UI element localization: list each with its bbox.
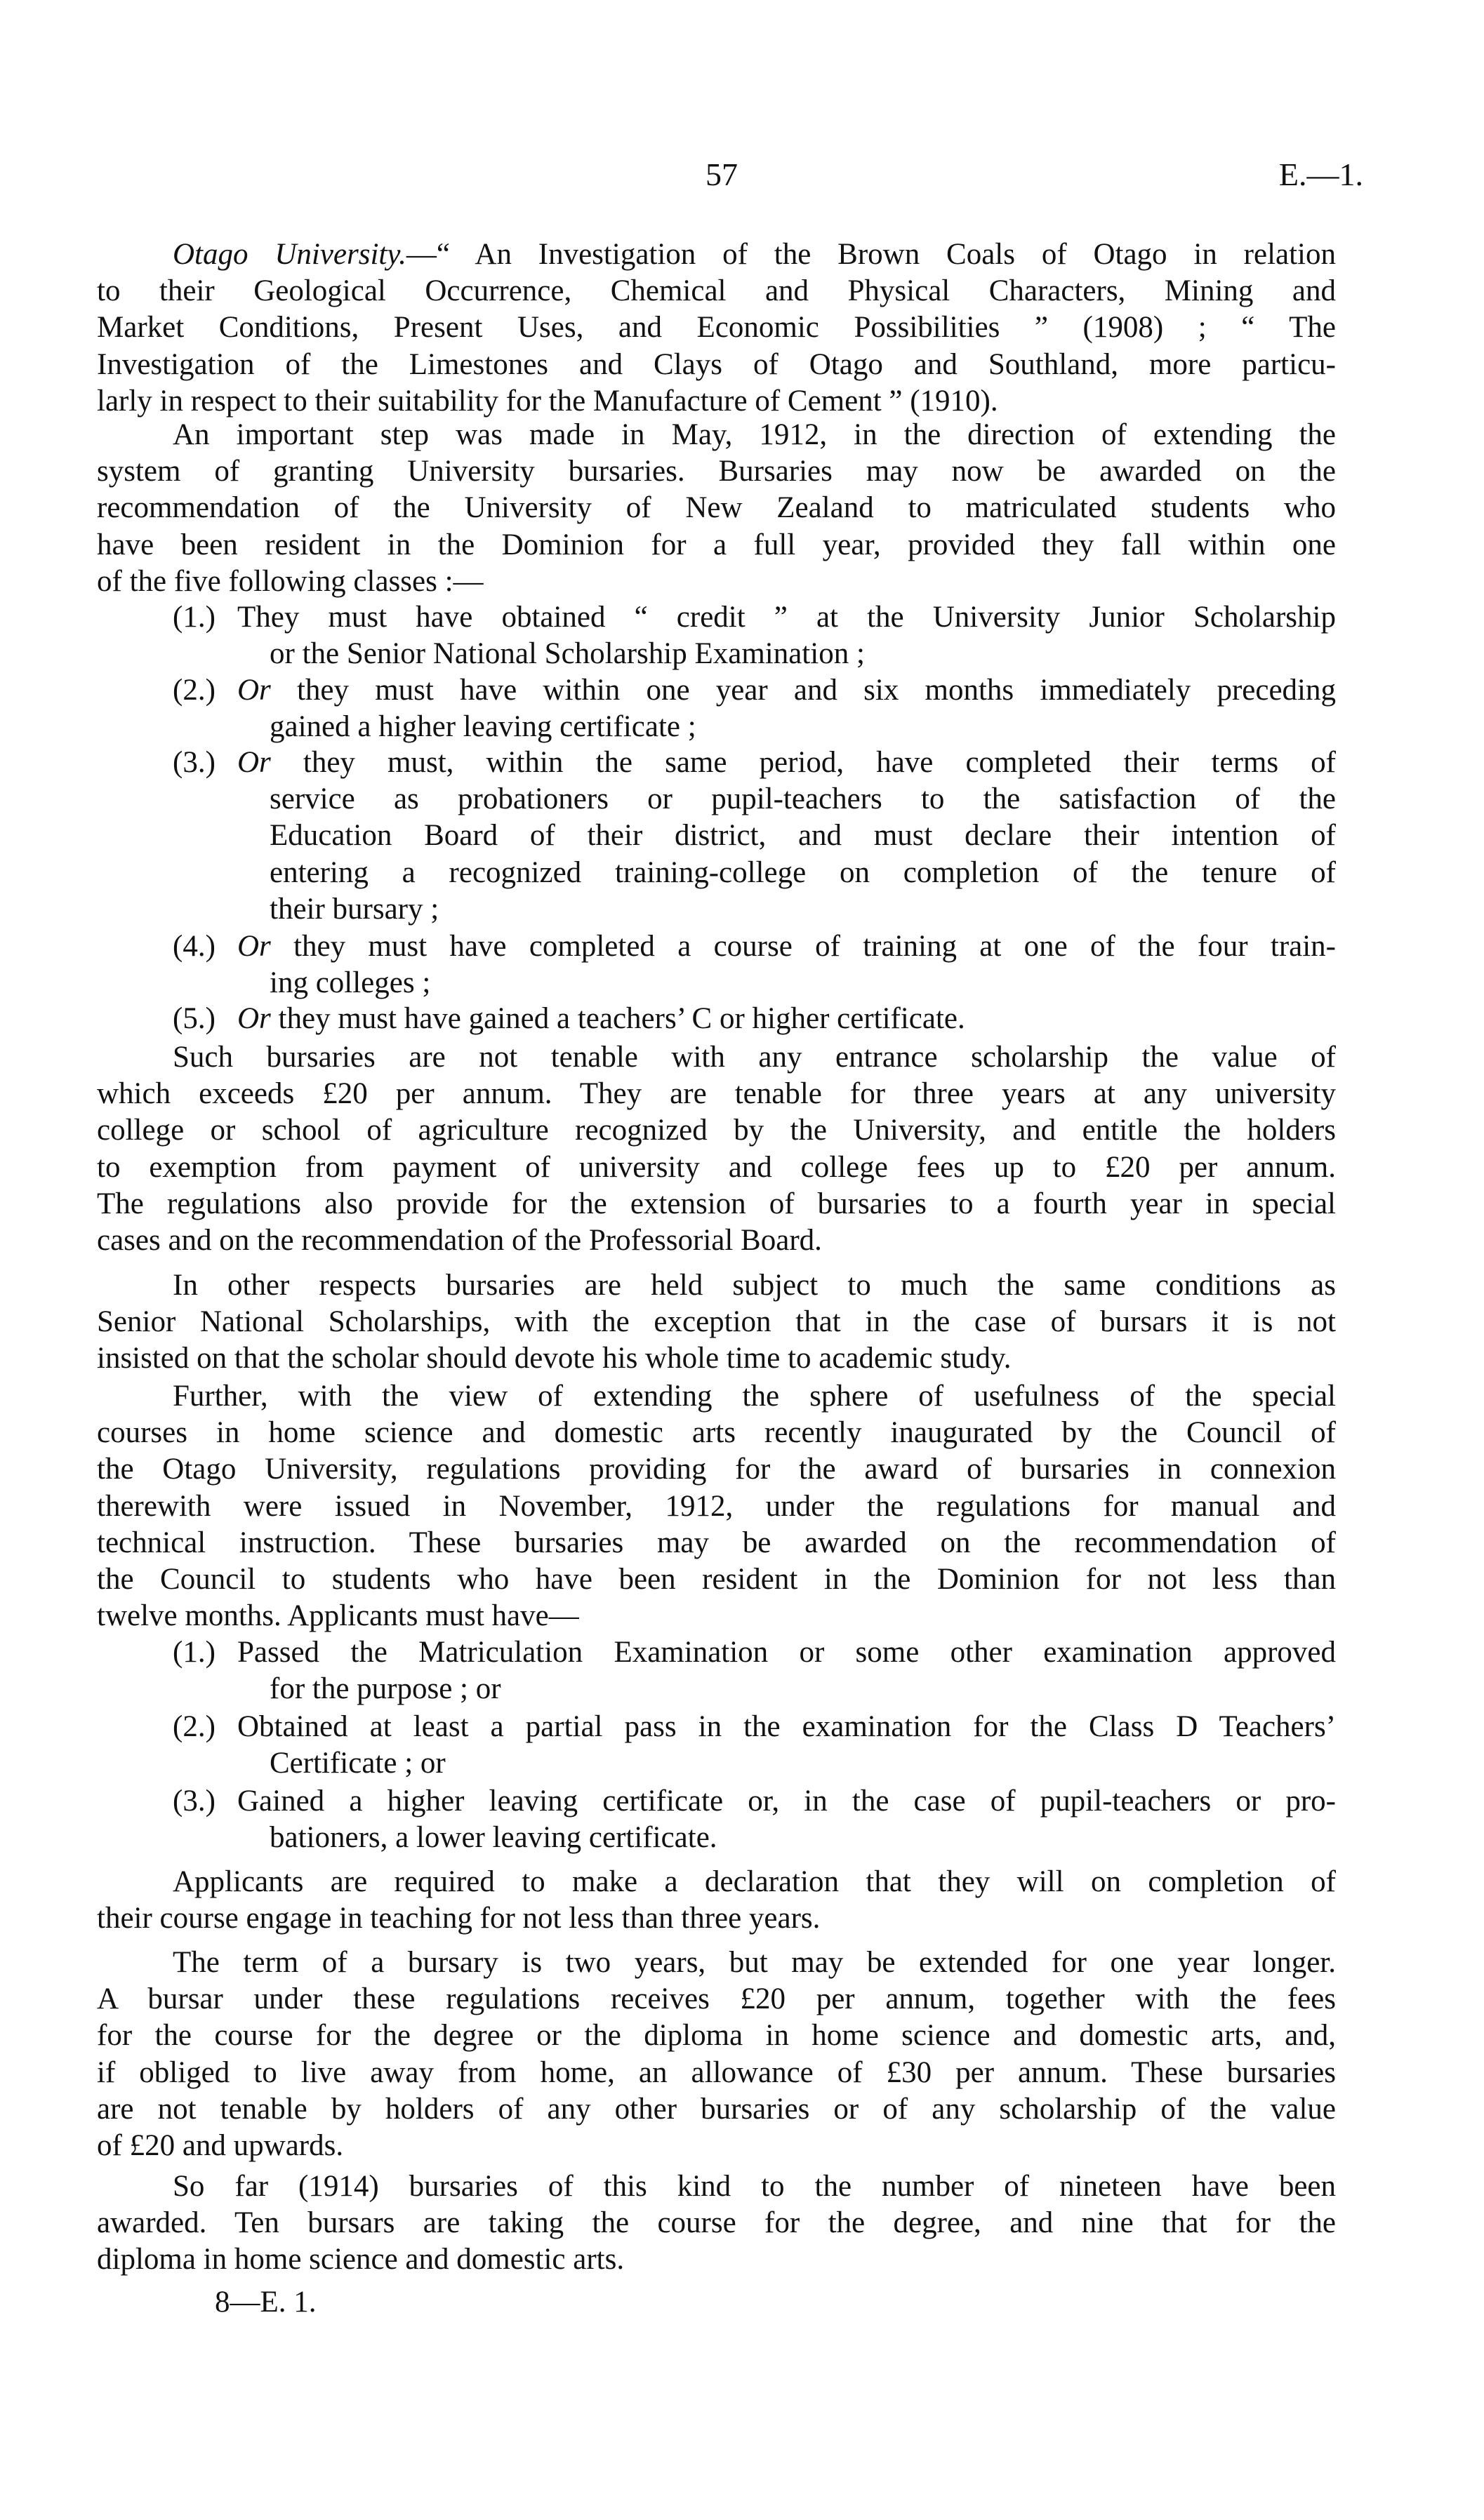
paragraph (97, 1267, 1336, 1378)
line-text: entering a recognized training-college on completion of the tenure of (270, 855, 1336, 889)
text-line (97, 1340, 1336, 1377)
line-text: or the Senior National Scholarship Examination ; (270, 637, 865, 671)
text-line (97, 564, 1336, 600)
list-item (97, 599, 1336, 672)
line-text: Obtained at least a partial pass in the examination for the Class D Teachers’ (237, 1710, 1336, 1743)
line-text: Certificate ; or (270, 1747, 446, 1780)
text-line (270, 855, 1336, 891)
line-text: recommendation of the University of New Zealand to matriculated students who (97, 491, 1336, 525)
text-line (97, 2128, 1336, 2164)
paragraph (97, 2168, 1336, 2279)
paragraph (97, 1039, 1336, 1259)
paragraph (97, 1864, 1336, 1937)
text-line (97, 1488, 1336, 1525)
text-line (97, 490, 1336, 526)
text-line (270, 781, 1336, 818)
italic-lead: Or (237, 1002, 271, 1035)
text-line (270, 818, 1336, 854)
text-line (270, 965, 1336, 1001)
signature-mark: 8—E. 1. (215, 2286, 317, 2319)
line-text: An important step was made in May, 1912, in the direction of extending the (173, 418, 1336, 451)
line-text: The regulations also provide for the extension of bursaries to a fourth year in special (97, 1187, 1336, 1220)
text-line (97, 1222, 1336, 1259)
paragraph (97, 1378, 1336, 1634)
line-text: they must have completed a course of training at one of the four train- (270, 930, 1336, 963)
paragraph (97, 417, 1336, 600)
line-text: of the five following classes :— (97, 564, 484, 598)
list-number: (3.) (173, 746, 216, 779)
text-line (237, 1634, 1336, 1671)
text-line (97, 1112, 1336, 1149)
list-item (97, 1634, 1336, 1707)
text-line (270, 709, 1336, 745)
line-text: larly in respect to their suitability for the Manufacture of Cement ” (1910). (97, 384, 998, 418)
text-line (97, 1186, 1336, 1222)
text-line (97, 1864, 1336, 1900)
text-line (97, 1598, 1336, 1634)
list-item (97, 928, 1336, 1001)
list-number: (3.) (173, 1785, 216, 1818)
list-item (97, 745, 1336, 928)
line-text: They must have obtained “ credit ” at the University Junior Scholarship (237, 601, 1336, 634)
paragraph (97, 236, 1336, 420)
text-line (97, 527, 1336, 564)
line-text: So far (1914) bursaries of this kind to the number of nineteen have been (173, 2170, 1336, 2203)
text-line (97, 1039, 1336, 1076)
text-line (270, 891, 1336, 928)
line-text: courses in home science and domestic arts recently inaugurated by the Council of (97, 1416, 1336, 1450)
line-text: A bursar under these regulations receives £20 per annum, together with the fees (97, 1982, 1336, 2016)
text-line (97, 1267, 1336, 1304)
line-text: are not tenable by holders of any other bursaries or of any scholarship of the value (97, 2092, 1336, 2126)
document-reference: E.—1. (1278, 156, 1363, 192)
line-text: The term of a bursary is two years, but may be extended for one year longer. (173, 1946, 1336, 1979)
text-line (97, 2018, 1336, 2054)
list-number: (1.) (173, 601, 216, 634)
text-line (237, 672, 1336, 709)
text-line (237, 928, 1336, 965)
line-text: college or school of agriculture recognized by the University, and entitle the holders (97, 1114, 1336, 1147)
line-text: Market Conditions, Present Uses, and Economic Possibilities ” (1908) ; “ The (97, 311, 1336, 345)
list-number: (2.) (173, 1710, 216, 1743)
text-line (270, 1745, 1336, 1782)
line-text: Passed the Matriculation Examination or some other examination approved (237, 1636, 1336, 1669)
line-text: cases and on the recommendation of the Professorial Board. (97, 1223, 822, 1257)
line-text: Senior National Scholarships, with the exception that in the case of bursars it is not (97, 1305, 1336, 1339)
text-line (97, 1304, 1336, 1340)
text-line (97, 273, 1336, 309)
line-text: the Otago University, regulations providing for the award of bursaries in connexion (97, 1453, 1336, 1486)
line-text: have been resident in the Dominion for a full year, provided they fall within one (97, 528, 1336, 561)
text-line (97, 1981, 1336, 2018)
text-line (97, 2055, 1336, 2091)
line-text: service as probationers or pupil-teachers to the satisfaction of the (270, 782, 1336, 816)
line-text: they must have within one year and six months immediately preceding (270, 674, 1336, 707)
line-text: they must have gained a teachers’ C or higher certificate. (270, 1002, 965, 1035)
list-number: (1.) (173, 1636, 216, 1669)
line-text: diploma in home science and domestic arts. (97, 2243, 625, 2276)
line-text: technical instruction. These bursaries may be awarded on the recommendation of (97, 1526, 1336, 1559)
italic-lead: Or (237, 930, 271, 963)
page-number: 57 (705, 156, 738, 192)
text-line (97, 309, 1336, 346)
text-line (97, 417, 1336, 453)
text-line (97, 1945, 1336, 1981)
list-item (97, 1783, 1336, 1856)
line-text: Applicants are required to make a declaration that they will on completion of (173, 1865, 1336, 1898)
text-line (237, 599, 1336, 636)
list-item (97, 1709, 1336, 1782)
text-line (270, 636, 1336, 672)
line-text: gained a higher leaving certificate ; (270, 710, 696, 744)
text-line (270, 1671, 1336, 1707)
text-line (237, 1709, 1336, 1745)
text-line (97, 453, 1336, 490)
line-text: therewith were issued in November, 1912, under the regulations for manual and (97, 1489, 1336, 1523)
text-line (97, 383, 1336, 420)
line-text: they must, within the same period, have completed their terms of (270, 746, 1336, 779)
line-text: if obliged to live away from home, an allowance of £30 per annum. These bursaries (97, 2055, 1336, 2089)
line-text: which exceeds £20 per annum. They are tenable for three years at any university (97, 1077, 1336, 1111)
text-line (97, 236, 1336, 273)
line-text: bationers, a lower leaving certificate. (270, 1821, 717, 1855)
line-text: their course engage in teaching for not less than three years. (97, 1902, 821, 1935)
text-line (237, 745, 1336, 781)
line-text: In other respects bursaries are held subject to much the same conditions as (173, 1269, 1336, 1302)
line-text: twelve months. Applicants must have— (97, 1599, 579, 1633)
line-text: insisted on that the scholar should devote his whole time to academic study. (97, 1342, 1012, 1375)
line-text: to exemption from payment of university and college fees up to £20 per annum. (97, 1150, 1336, 1184)
text-line (97, 1076, 1336, 1112)
list-number: (5.) (173, 1002, 216, 1035)
line-text: Gained a higher leaving certificate or, in the case of pupil-teachers or pro- (237, 1785, 1336, 1818)
text-line (97, 1525, 1336, 1561)
list-number: (2.) (173, 674, 216, 707)
text-line (97, 1561, 1336, 1598)
line-text: their bursary ; (270, 892, 439, 926)
line-text: of £20 and upwards. (97, 2128, 344, 2162)
text-line (97, 1149, 1336, 1186)
line-text: Investigation of the Limestones and Clays of Otago and Southland, more particu- (97, 347, 1336, 381)
text-line (97, 1415, 1336, 1451)
list-number: (4.) (173, 930, 216, 963)
text-line (97, 347, 1336, 383)
line-text: Such bursaries are not tenable with any entrance scholarship the value of (173, 1041, 1336, 1074)
list-item (97, 1001, 1336, 1037)
line-text: for the purpose ; or (270, 1672, 501, 1706)
line-text: system of granting University bursaries. Bursaries may now be awarded on the (97, 455, 1336, 488)
line-text: awarded. Ten bursars are taking the course for the degree, and nine that for the (97, 2206, 1336, 2240)
text-line (97, 2168, 1336, 2205)
text-line (270, 1820, 1336, 1856)
text-line (97, 1451, 1336, 1488)
line-text: for the course for the degree or the diploma in home science and domestic arts, and, (97, 2019, 1336, 2053)
italic-lead: Otago University. (173, 238, 406, 271)
text-line (97, 2205, 1336, 2241)
italic-lead: Or (237, 674, 271, 707)
paragraph (97, 1945, 1336, 2164)
line-text: to their Geological Occurrence, Chemical and Physical Characters, Mining and (97, 274, 1336, 308)
line-text: —“ An Investigation of the Brown Coals of Otago in relation (406, 238, 1337, 271)
line-text: Education Board of their district, and must declare their intention of (270, 819, 1336, 853)
list-item (97, 672, 1336, 745)
text-line (237, 1001, 1336, 1037)
line-text: the Council to students who have been resident in the Dominion for not less than (97, 1562, 1336, 1596)
text-line (97, 1900, 1336, 1937)
text-line (97, 2241, 1336, 2278)
italic-lead: Or (237, 746, 271, 779)
text-line (97, 2091, 1336, 2128)
line-text: ing colleges ; (270, 966, 431, 1000)
text-line (237, 1783, 1336, 1820)
text-line (97, 1378, 1336, 1415)
line-text: Further, with the view of extending the sphere of usefulness of the special (173, 1380, 1336, 1413)
